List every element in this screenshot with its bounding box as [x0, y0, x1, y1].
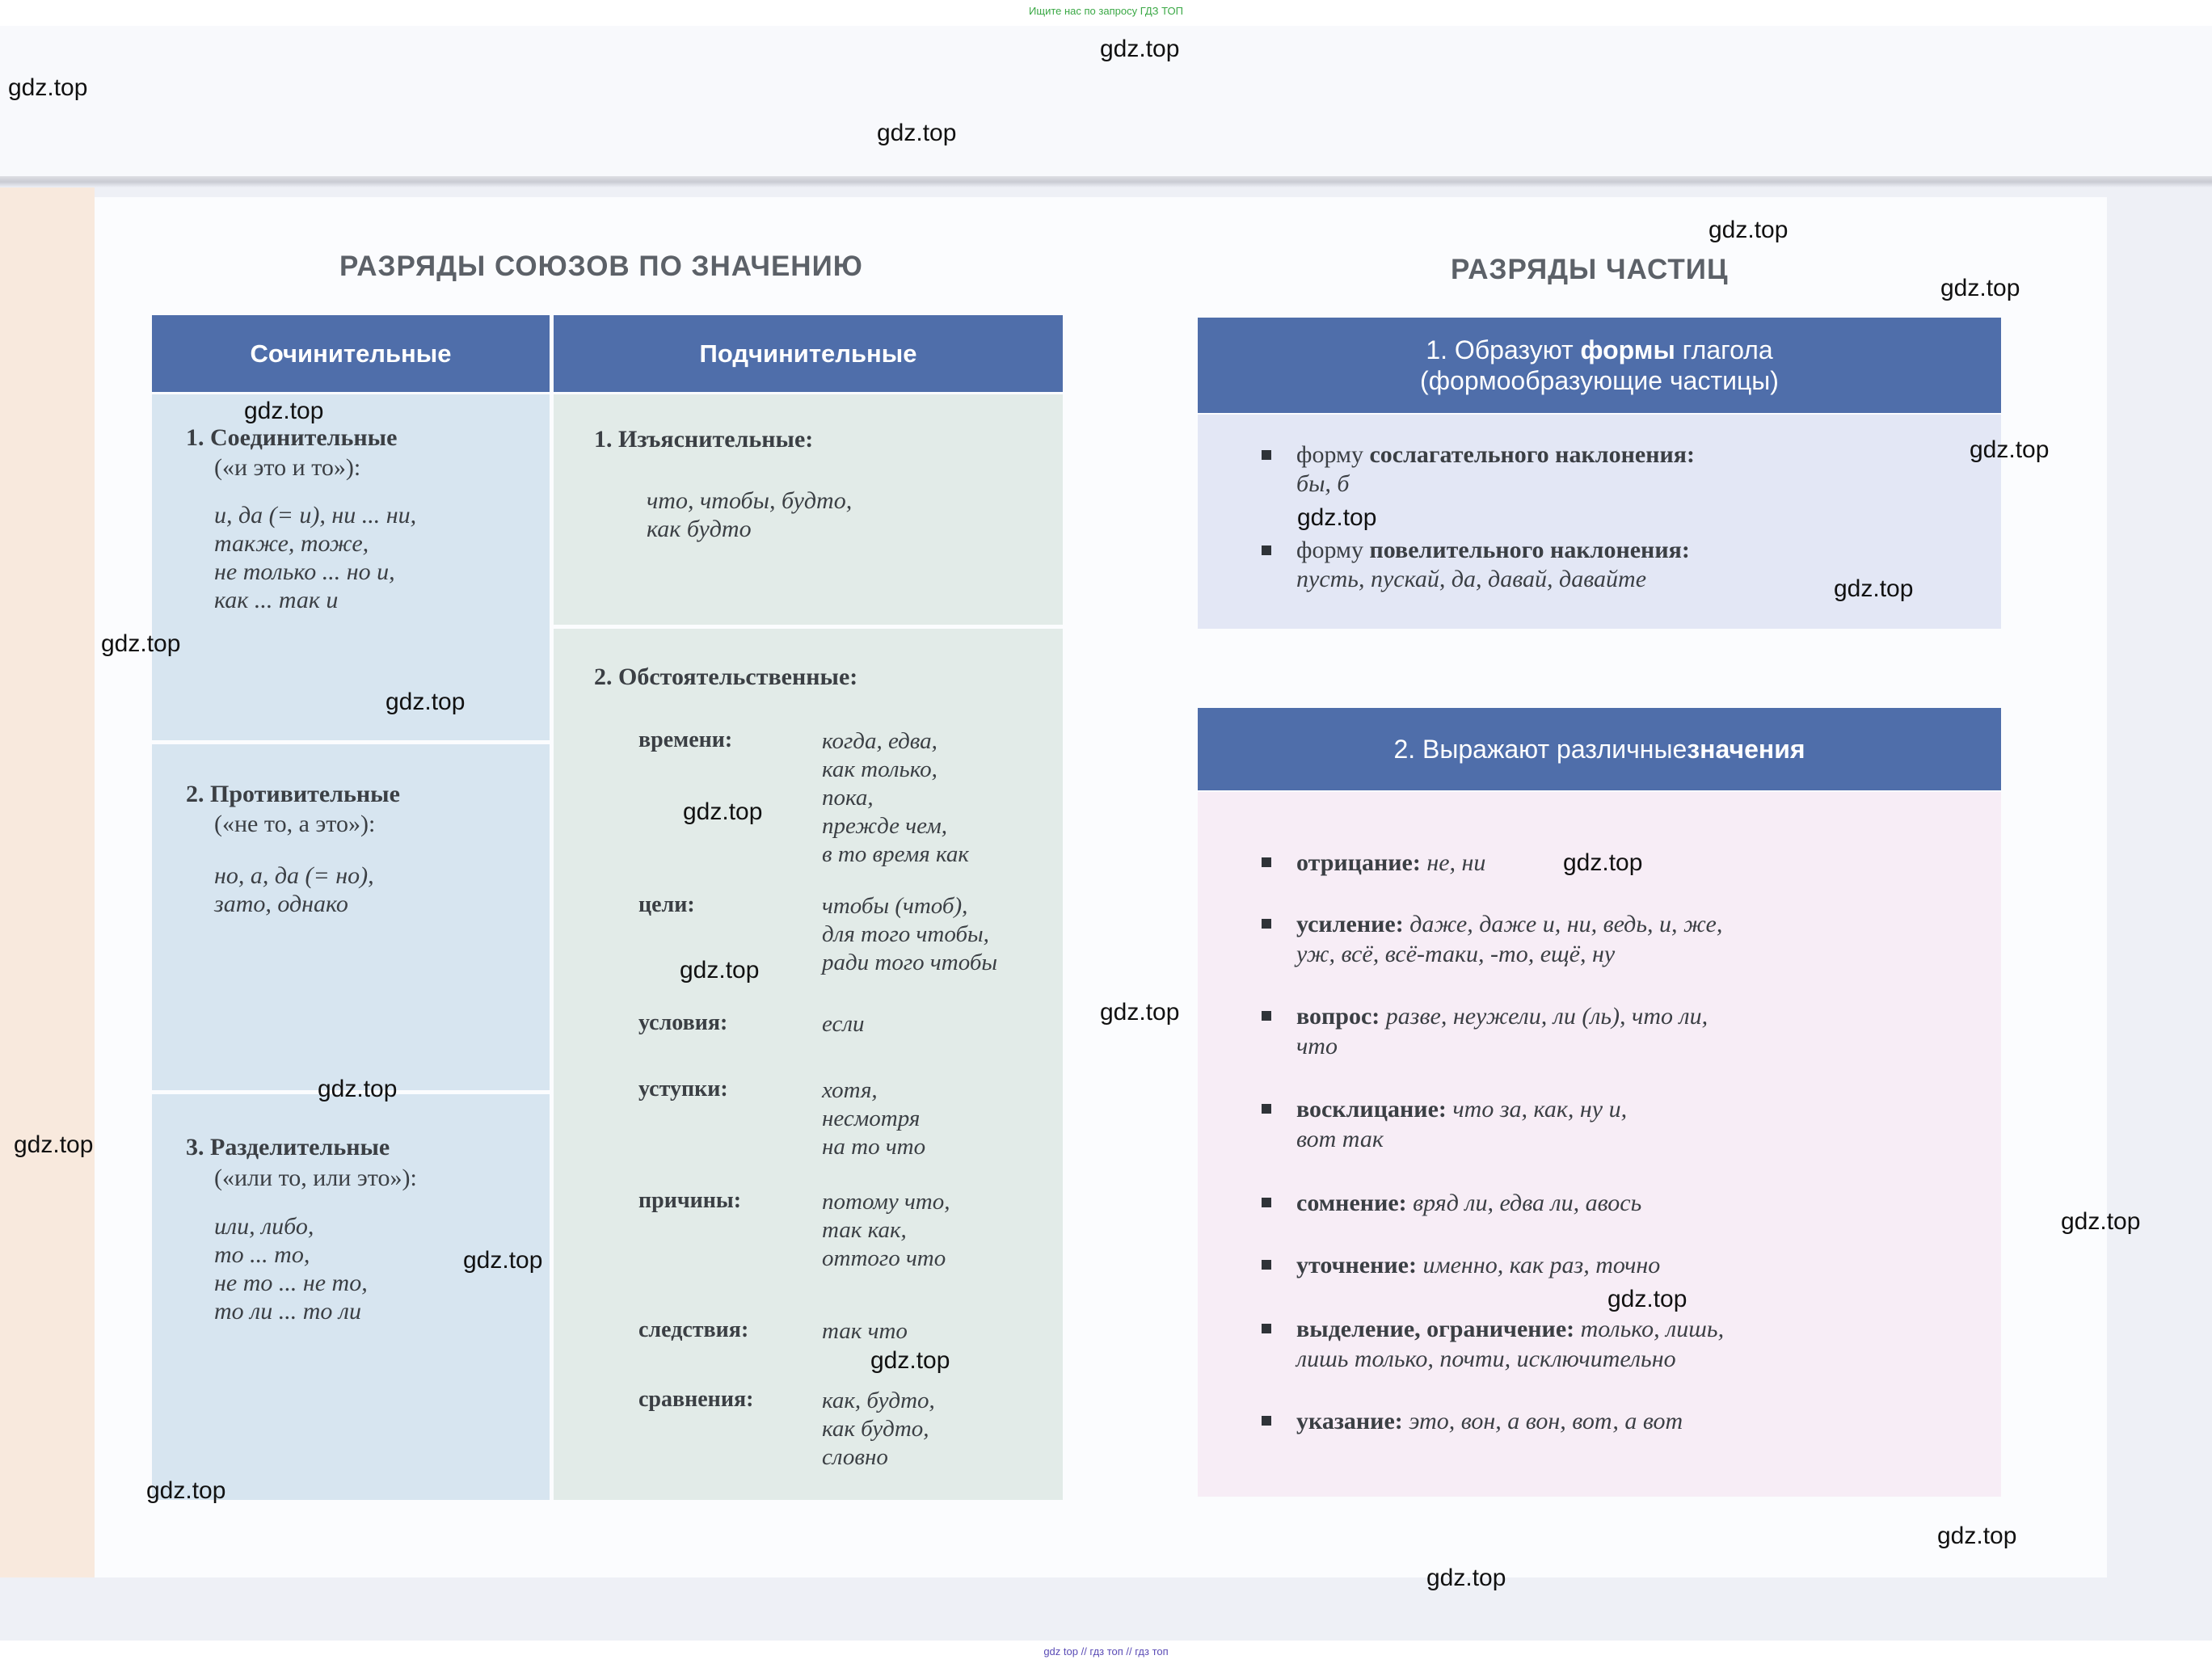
negation-item: отрицание: не, ни [1296, 849, 1486, 876]
purpose-values: чтобы (чтоб), для того чтобы, ради того чтобы [822, 893, 998, 975]
watermark-text: gdz.top [1100, 999, 1180, 1026]
indication-item: указание: это, вон, а вон, вот, а вот [1296, 1408, 1683, 1434]
comparison-values: как, будто, как будто, словно [822, 1388, 935, 1470]
disjunctive-note: («или то, или это»): [214, 1165, 417, 1191]
bullet [1262, 1104, 1271, 1114]
watermark-text: gdz.top [1426, 1565, 1506, 1591]
watermark-text: gdz.top [2061, 1208, 2141, 1235]
consequence-values: так что [822, 1318, 908, 1344]
time-values: когда, едва, как только, пока, прежде чем, в то время как [822, 728, 969, 867]
comparison-label: сравнения: [638, 1387, 754, 1412]
bullet [1262, 857, 1271, 867]
form-particles-header: 1. Образуют формы глагола (формообразующие частицы) [1198, 318, 2001, 413]
watermark-text: gdz.top [14, 1131, 94, 1158]
bullet [1262, 1416, 1271, 1426]
question-item: вопрос: разве, неужели, ли (ль), что ли, что [1296, 1003, 1709, 1059]
watermark-text: gdz.top [680, 957, 760, 984]
clarification-item: уточнение: именно, как раз, точно [1296, 1252, 1661, 1278]
condition-label: условия: [638, 1010, 728, 1035]
watermark-text: gdz.top [1709, 217, 1789, 243]
watermark-text: gdz.top [683, 798, 763, 825]
meaning-particles-header: 2. Выражают различные значения [1198, 708, 2001, 790]
concession-label: уступки: [638, 1076, 728, 1101]
connective-examples: и, да (= и), ни ... ни, также, тоже, не только ... но и, как ... так и [214, 502, 417, 613]
watermark-text: gdz.top [1100, 36, 1180, 62]
watermark-text: gdz.top [1970, 436, 2050, 463]
watermark-text: gdz.top [8, 74, 88, 101]
exclamation-item: восклицание: что за, как, ну и, вот так [1296, 1096, 1628, 1152]
bottom-note: gdz top // гдз топ // гдз топ [1043, 1645, 1169, 1657]
time-label: времени: [638, 727, 733, 752]
top-note: Ищите нас по запросу ГДЗ ТОП [1029, 5, 1183, 17]
watermark-text: gdz.top [101, 630, 181, 657]
cause-label: причины: [638, 1188, 742, 1213]
adversative-title: 2. Противительные [186, 781, 400, 807]
subordinating-cell-2 [554, 629, 1063, 1500]
watermark-text: gdz.top [1937, 1523, 2017, 1549]
connective-note: («и это и то»): [214, 454, 361, 481]
bullet [1262, 1324, 1271, 1333]
bullet [1262, 1260, 1271, 1270]
particles-title: РАЗРЯДЫ ЧАСТИЦ [1451, 254, 1729, 285]
subordinating-header: Подчинительные [554, 315, 1063, 392]
doubt-item: сомнение: вряд ли, едва ли, авось [1296, 1190, 1642, 1216]
watermark-text: gdz.top [1563, 849, 1643, 876]
adverbial-title: 2. Обстоятельственные: [594, 663, 858, 690]
watermark-text: gdz.top [146, 1477, 226, 1504]
coordinating-header: Сочинительные [152, 315, 550, 392]
page-margin [0, 187, 95, 1577]
cause-values: потому что, так как, оттого что [822, 1189, 950, 1271]
page-fold [0, 176, 2212, 187]
disjunctive-title: 3. Разделительные [186, 1134, 390, 1160]
bullet [1262, 1011, 1271, 1021]
bullet [1262, 450, 1271, 460]
imperative-item: форму повелительного наклонения: пусть, пускай, да, давай, давайте [1296, 537, 1690, 592]
subjunctive-item: форму сослагательного наклонения: бы, б [1296, 441, 1695, 497]
explanatory-title: 1. Изъяснительные: [594, 426, 814, 453]
watermark-text: gdz.top [318, 1076, 398, 1102]
disjunctive-examples: или, либо, то ... то, не то ... не то, то ли ... то ли [214, 1213, 368, 1325]
connective-title: 1. Соединительные [186, 424, 398, 451]
watermark-text: gdz.top [1607, 1286, 1687, 1312]
condition-values: если [822, 1011, 865, 1037]
watermark-text: gdz.top [1297, 504, 1377, 531]
explanatory-examples: что, чтобы, будто, как будто [647, 487, 853, 542]
emphasis-item: усиление: даже, даже и, ни, ведь, и, же, уж, всё, всё-таки, -то, ещё, ну [1296, 911, 1723, 967]
watermark-text: gdz.top [463, 1247, 543, 1274]
watermark-text: gdz.top [386, 689, 466, 715]
watermark-text: gdz.top [1834, 575, 1914, 602]
watermark-text: gdz.top [244, 398, 324, 424]
purpose-label: цели: [638, 892, 695, 917]
adversative-note: («не то, а это»): [214, 811, 376, 837]
watermark-text: gdz.top [877, 120, 957, 146]
watermark-text: gdz.top [1940, 275, 2020, 301]
adversative-examples: но, а, да (= но), зато, однако [214, 862, 374, 917]
concession-values: хотя, несмотря на то что [822, 1077, 926, 1160]
limitation-item: выделение, ограничение: только, лишь, лишь только, почти, исключительно [1296, 1316, 1725, 1372]
conjunctions-title: РАЗРЯДЫ СОЮЗОВ ПО ЗНАЧЕНИЮ [339, 251, 863, 282]
consequence-label: следствия: [638, 1317, 749, 1342]
bullet [1262, 545, 1271, 555]
bullet [1262, 919, 1271, 929]
bullet [1262, 1198, 1271, 1207]
watermark-text: gdz.top [870, 1347, 950, 1374]
